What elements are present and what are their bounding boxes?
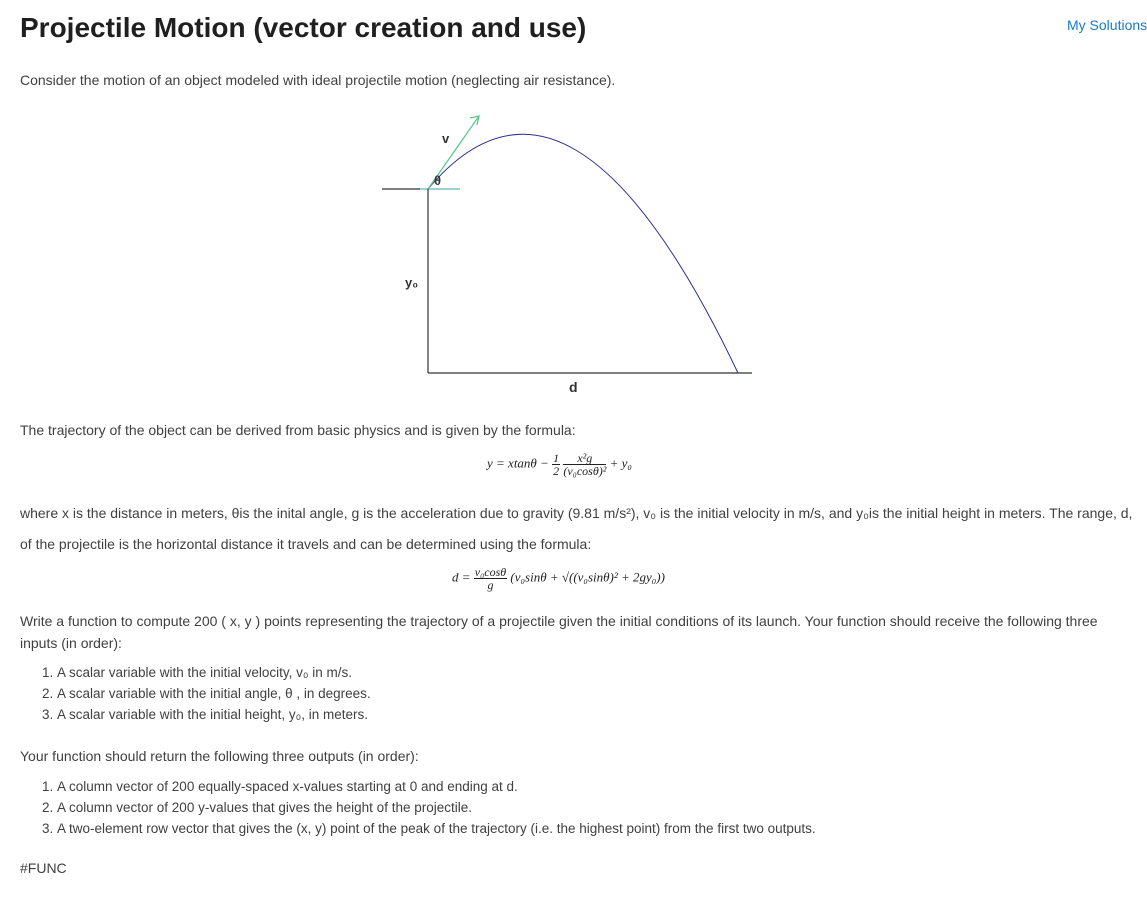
outputs-intro: Your function should return the following three outputs (in order): — [20, 748, 419, 764]
intro-text: Consider the motion of an object modeled with ideal projectile motion (neglecting air resistance). — [20, 72, 616, 88]
page-title: Projectile Motion (vector creation and use) — [20, 12, 587, 43]
label-v: v — [442, 131, 450, 146]
range-equation: d = $\frac{\text{v₀cosθ}}{g}$ (v₀sinθ + √((v₀sinθ)² + 2gy₀)) — [452, 565, 665, 592]
list-item: 2. A column vector of 200 y-values that gives the height of the projectile. — [57, 797, 816, 818]
trajectory-equation: y = xtanθ − $\frac{1}{2}$ $\frac{\text{x²g}}{\text{(v₀cosθ)²}}$ + y₀ — [487, 451, 632, 478]
list-item: 1. A scalar variable with the initial velocity, v₀ in m/s. — [57, 662, 371, 683]
label-theta: θ — [434, 173, 442, 188]
func-tag: #FUNC — [20, 860, 67, 876]
list-item: 1. A column vector of 200 equally-spaced x-values starting at 0 and ending at d. — [57, 776, 816, 797]
trajectory-intro: The trajectory of the object can be derived from basic physics and is given by the formula: — [20, 422, 576, 438]
list-item: 3. A scalar variable with the initial height, y₀, in meters. — [57, 704, 371, 725]
my-solutions-link[interactable]: My Solutions — [1067, 17, 1147, 33]
trajectory-curve — [428, 134, 738, 373]
label-y0: y₀ — [405, 275, 419, 290]
where-text: where x is the distance in meters, θis the inital angle, g is the acceleration due to gravity (9.81 m/s²), v₀ is the initial velocity in m/s, and y₀is the initial height in meters. The range, d, — [20, 505, 1133, 521]
label-d: d — [569, 379, 578, 395]
inputs-list — [37, 662, 371, 725]
write-function-text: Write a function to compute 200 ( x, y ) points representing the trajectory of a projectile given the initial conditions of its launch. Your function should receive the following three inputs (in order): — [20, 613, 1098, 651]
list-item: 2. A scalar variable with the initial angle, θ , in degrees. — [57, 683, 371, 704]
list-item: 3. A two-element row vector that gives the (x, y) point of the peak of the trajectory (i.e. the highest point) from the first two outputs. — [57, 818, 816, 839]
range-intro: of the projectile is the horizontal distance it travels and can be determined using the formula: — [20, 536, 592, 552]
outputs-list — [37, 776, 816, 839]
projectile-diagram — [380, 110, 760, 395]
